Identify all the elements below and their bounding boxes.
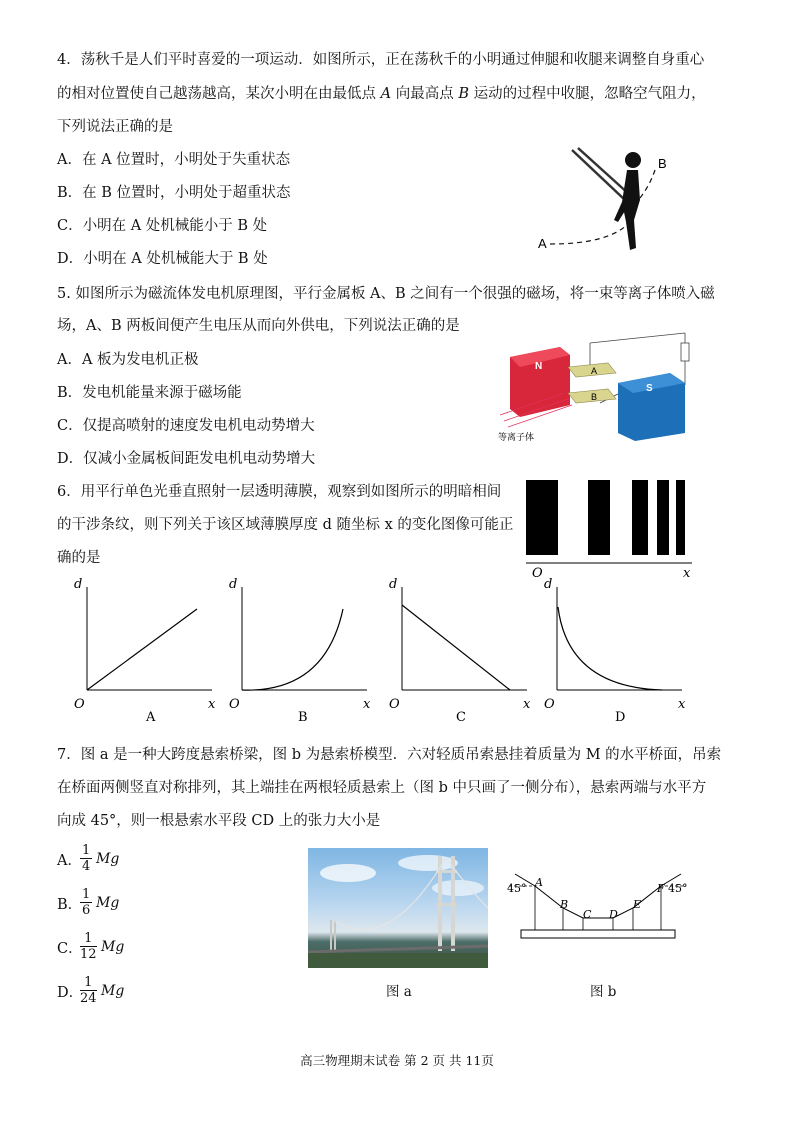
swing-figure (530, 140, 680, 260)
q7-option-d-fraction (80, 975, 97, 1006)
page-footer: 高三物理期末试卷 第 2 页 共 11页 (300, 1053, 494, 1068)
bridge-photo (308, 848, 488, 968)
graph-b-x-label: x (363, 697, 371, 712)
q7-option-d-den: 24 (80, 991, 97, 1006)
interference-fringes-figure (520, 475, 700, 585)
graph-option-c (385, 575, 535, 725)
q5-option-d: D．仅减小金属板间距发电机电动势增大 (57, 451, 316, 467)
fig-a-caption: 图 a (386, 984, 412, 1000)
fig-b-angle-left: 45° (507, 882, 527, 895)
q7-option-c-num: 1 (80, 931, 97, 947)
fig-b-point-f: F (657, 882, 665, 895)
q7-option-a-fraction (80, 843, 92, 874)
q4-line2-c: 运动的过程中收腿，忽略空气阻力， (468, 86, 706, 102)
q4-point-b: B (458, 86, 469, 102)
graph-d-d-label: d (544, 577, 553, 592)
bridge-model-figure (505, 872, 690, 947)
fig-b-angle-right: 45° (668, 882, 688, 895)
mhd-label-a: A (591, 366, 598, 376)
mhd-generator-figure (490, 325, 700, 450)
graph-c-caption: C (456, 710, 466, 725)
q7-option-a-num: 1 (82, 843, 91, 858)
graph-option-b (225, 575, 375, 725)
q7-option-b-label: B． (57, 897, 83, 913)
fig-b-point-b: B (560, 898, 569, 911)
graph-a-d-label: d (74, 577, 83, 592)
q7-option-b-den: 6 (82, 903, 91, 918)
graph-c-x-label: x (523, 697, 531, 712)
q7-option-d-label: D． (57, 985, 84, 1001)
mhd-label-plasma: 等离子体 (498, 432, 535, 442)
graph-c-origin-label: O (389, 697, 400, 712)
fig-b-point-d: D (609, 908, 618, 921)
q6-line2: 的干涉条纹，则下列关于该区域薄膜厚度 d 随坐标 x 的变化图像可能正 (57, 517, 514, 533)
graph-a-caption: A (146, 710, 156, 725)
fig-b-point-e: E (633, 898, 642, 911)
q4-line2-b: 向最高点 (391, 86, 459, 102)
mhd-label-s: S (646, 383, 653, 394)
q5-option-b: B．发电机能量来源于磁场能 (57, 385, 242, 401)
fig-b-point-c: C (583, 908, 592, 921)
q5-line2: 场，A、B 两板间便产生电压从而向外供电，下列说法正确的是 (57, 318, 460, 334)
q6-line3: 确的是 (57, 550, 101, 566)
q4-line2-a: 的相对位置使自己越荡越高，某次小明在由最低点 (57, 86, 381, 102)
fringe-x-label: x (683, 566, 691, 581)
q4-line3: 下列说法正确的是 (57, 119, 173, 135)
q7-option-a-den: 4 (82, 859, 91, 874)
q7-line3: 向成 45°，则一根悬索水平段 CD 上的张力大小是 (57, 813, 381, 829)
q5-line1: 5. 如图所示为磁流体发电机原理图，平行金属板 A、B 之间有一个很强的磁场，将一束等离子体喷入磁 (57, 286, 715, 302)
graph-a-origin-label: O (74, 697, 85, 712)
q5-option-a: A．A 板为发电机正极 (57, 352, 199, 368)
q6-line1: 6．用平行单色光垂直照射一层透明薄膜，观察到如图所示的明暗相间 (57, 484, 502, 500)
graph-d-x-label: x (678, 697, 686, 712)
graph-d-origin-label: O (544, 697, 555, 712)
q7-line2: 在桥面两侧竖直对称排列，其上端挂在两根轻质悬索上（图 b 中只画了一侧分布），悬索两端与水平方 (57, 780, 707, 796)
graph-b-origin-label: O (229, 697, 240, 712)
q7-option-a-label: A． (57, 853, 82, 869)
q7-option-d-num: 1 (80, 975, 97, 991)
q7-option-a-unit: Mg (96, 851, 120, 867)
q4-option-b: B．在 B 位置时，小明处于超重状态 (57, 185, 291, 201)
fig-b-point-a: A (535, 876, 543, 889)
graph-b-caption: B (298, 710, 308, 725)
q7-option-b-num: 1 (82, 887, 91, 902)
graph-c-d-label: d (389, 577, 398, 592)
fringe-origin-label: O (532, 566, 543, 581)
graph-d-caption: D (615, 710, 626, 725)
graph-a-x-label: x (208, 697, 216, 712)
mhd-label-b: B (591, 392, 598, 402)
q4-option-a: A．在 A 位置时，小明处于失重状态 (57, 152, 291, 168)
q5-option-c: C．仅提高喷射的速度发电机电动势增大 (57, 418, 315, 434)
fig-b-caption: 图 b (590, 984, 617, 1000)
q7-option-c-unit: Mg (101, 939, 125, 955)
q7-option-d-unit: Mg (101, 983, 125, 999)
mhd-label-n: N (535, 361, 543, 372)
graph-option-d (540, 575, 690, 725)
q4-option-d: D．小明在 A 处机械能大于 B 处 (57, 251, 268, 267)
q7-line1: 7．图 a 是一种大跨度悬索桥梁，图 b 为悬索桥模型．六对轻质吊索悬挂着质量为 M 的水平桥面，吊索 (57, 747, 722, 763)
q7-option-c-label: C． (57, 941, 83, 957)
q4-line2 (57, 84, 706, 104)
q7-option-b-unit: Mg (96, 895, 120, 911)
graph-b-d-label: d (229, 577, 238, 592)
q4-option-c: C．小明在 A 处机械能小于 B 处 (57, 218, 268, 234)
graph-option-a (70, 575, 220, 725)
q4-point-a: A (380, 86, 392, 102)
q7-option-b-fraction (80, 887, 92, 918)
swing-label-a: A (538, 236, 547, 251)
q7-option-c-fraction (80, 931, 97, 962)
swing-label-b: B (658, 156, 667, 171)
q4-line1: 4．荡秋千是人们平时喜爱的一项运动．如图所示，正在荡秋千的小明通过伸腿和收腿来调整自身重心 (57, 52, 705, 68)
q7-option-c-den: 12 (80, 947, 97, 962)
